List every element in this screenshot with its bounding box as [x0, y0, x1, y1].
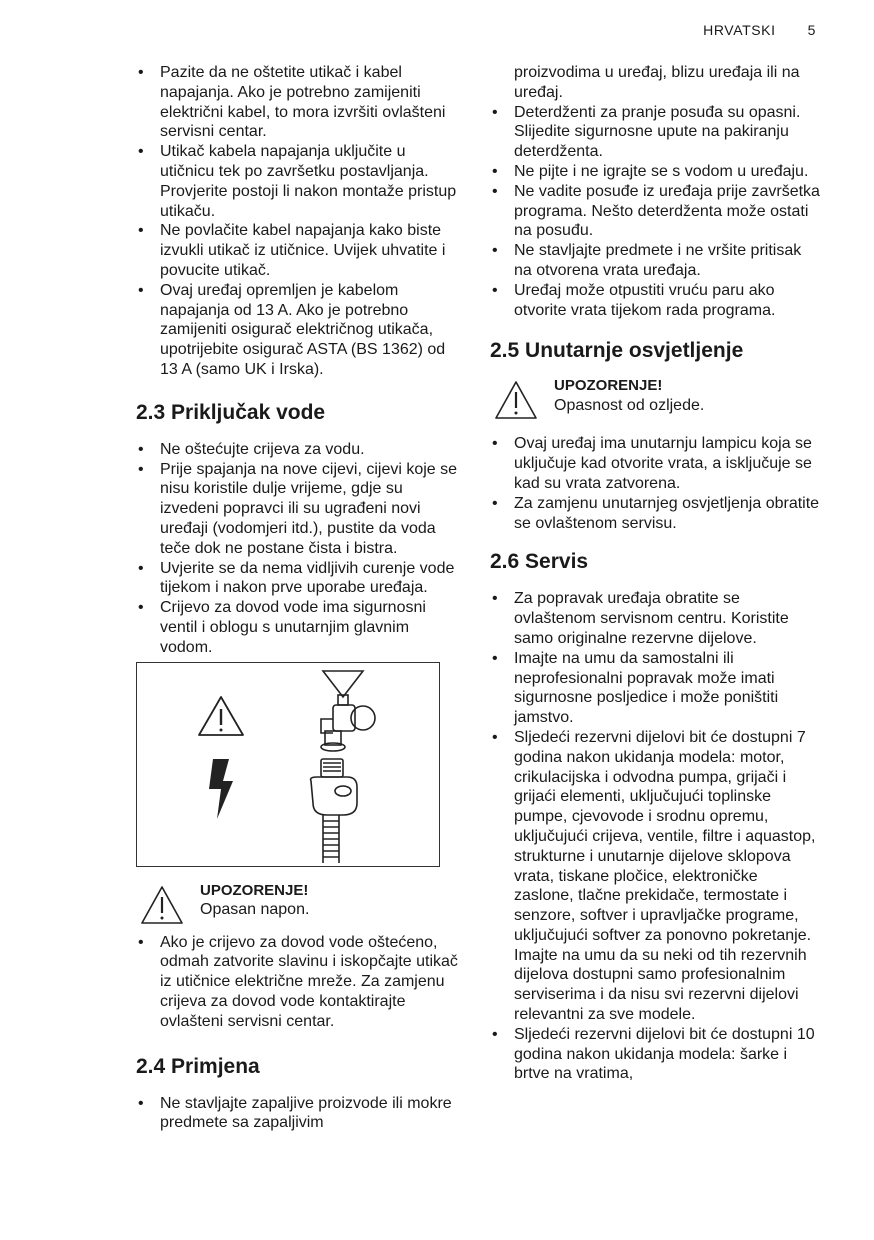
list-item: • Prije spajanja na nove cijevi, cijevi koje se nisu koristile dulje vrijeme, gdje su izvedeni popravci ili su ugrađeni novi uređaji (vodomjeri itd.), pustite da voda teče dok ne postane čista i bistra.: [136, 460, 458, 559]
list-item: • Ako je crijevo za dovod vode oštećeno, odmah zatvorite slavinu i iskopčajte utikač iz utičnice električne mreže. Za zamjenu crijeva za dovod vode kontaktirajte ovlašteni servisni centar.: [136, 933, 458, 1032]
list-item: • Za zamjenu unutarnjeg osvjetljenja obratite se ovlaštenom servisu.: [490, 494, 820, 534]
warning-title: UPOZORENJE!: [554, 377, 663, 395]
list-item: • Uređaj može otpustiti vruću paru ako otvorite vrata tijekom rada programa.: [490, 281, 820, 321]
section-title-2-4: 2.4 Primjena: [136, 1054, 260, 1078]
warning-icon: [494, 380, 538, 420]
list-item: • Ne pijte i ne igrajte se s vodom u uređaju.: [490, 162, 820, 182]
service-list: [490, 589, 820, 1084]
list-item: • Pazite da ne oštetite utikač i kabel napajanja. Ako je potrebno zamijeniti električni kabel, to mora izvršiti ovlašteni servisni centar.: [136, 63, 458, 142]
list-item: • Ne stavljajte zapaljive proizvode ili mokre predmete sa zapaljivim: [136, 1094, 458, 1134]
list-item: • Imajte na umu da samostalni ili neprofesionalni popravak može imati sigurnosne posljedice i može poništiti jamstvo.: [490, 649, 820, 728]
header-language: HRVATSKI: [703, 22, 776, 38]
list-item: • Ne vadite posuđe iz uređaja prije završetka programa. Nešto deterdženta može ostati na posuđu.: [490, 182, 820, 241]
hose-safety-diagram: [137, 663, 439, 866]
list-item: • Za popravak uređaja obratite se ovlaštenom servisnom centru. Koristite samo originalne rezervne dijelove.: [490, 589, 820, 648]
list-item: • Sljedeći rezervni dijelovi bit će dostupni 10 godina nakon ukidanja modela: šarke i brtve na vratima,: [490, 1025, 820, 1084]
voltage-warning: [136, 881, 458, 925]
lightning-bolt-icon: [209, 759, 233, 819]
list-item: • Ovaj uređaj ima unutarnju lampicu koja se uključuje kad otvorite vrata, a isključuje se kad su vrata zatvorena.: [490, 434, 820, 493]
warning-text: Opasnost od ozljede.: [554, 397, 705, 415]
hose-illustration: [136, 662, 440, 867]
warning-triangle-icon: [199, 697, 243, 735]
lighting-list: [490, 434, 820, 533]
usage-list: [136, 1094, 458, 1134]
water-tap-icon: [321, 671, 375, 751]
list-item: • Uvjerite se da nema vidljivih curenje vode tijekom i nakon prve uporabe uređaja.: [136, 559, 458, 599]
list-item: • Ovaj uređaj opremljen je kabelom napajanja od 13 A. Ako je potrebno zamijeniti osigurač električnog utikača, upotrijebite osigurač ASTA (BS 1362) od 13 A (samo UK i Irska).: [136, 281, 458, 380]
left-column: [136, 63, 458, 1133]
usage-list-continued: [490, 63, 820, 320]
list-item: • Ne stavljajte predmete i ne vršite pritisak na otvorena vrata uređaja.: [490, 241, 820, 281]
warning-title: UPOZORENJE!: [200, 881, 309, 899]
list-item: • Ne povlačite kabel napajanja kako biste izvukli utikač iz utičnice. Uvijek uhvatite i povucite utikač.: [136, 221, 458, 280]
water-connection-list: [136, 440, 458, 658]
warning-icon: [140, 885, 184, 925]
list-item: • Utikač kabela napajanja uključite u utičnicu tek po završetku postavljanja. Provjerite postoji li nakon montaže pristup utikaču.: [136, 142, 458, 221]
injury-warning: [490, 376, 820, 420]
list-item: • Ne oštećujte crijeva za vodu.: [136, 440, 458, 460]
list-item-continued: proizvodima u uređaj, blizu uređaja ili na uređaj.: [514, 64, 800, 101]
page-header: [703, 22, 816, 38]
list-item: • Sljedeći rezervni dijelovi bit će dostupni 7 godina nakon ukidanja modela: motor, crikulacijska i odvodna pumpa, grijači i grijaći elementi, uključujući toplinske pumpe, cjevovode i srodnu opremu, uključujući crijeva, ventile, filtre i aquastop, strukturne i unutarnje dijelove sklopova vrata, tiskane pločice, elektroničke zaslone, tlačne prekidače, termostate i senzore, softver i upravljačke programe, uključujući softver za ponovno pokretanje. Imajte na umu da su neki od tih rezervnih dijelova dostupni samo profesionalnim serviserima i da nisu svi rezervni dijelovi relevantni za sve modele.: [490, 728, 820, 1025]
page-number: 5: [807, 22, 816, 38]
section-title-2-6: 2.6 Servis: [490, 550, 589, 574]
list-item: • Crijevo za dovod vode ima sigurnosni ventil i oblogu s unutarnjim glavnim vodom.: [136, 598, 458, 657]
warning-text: Opasan napon.: [200, 901, 310, 919]
safety-hose-icon: [311, 759, 357, 863]
right-column: [490, 63, 820, 1084]
power-cable-list: [136, 63, 458, 380]
section-title-2-3: 2.3 Priključak vode: [136, 400, 326, 424]
hose-damage-list: [136, 933, 458, 1032]
section-title-2-5: 2.5 Unutarnje osvjetljenje: [490, 339, 744, 363]
list-item: • Deterdženti za pranje posuđa su opasni. Slijedite sigurnosne upute na pakiranju deterdženta.: [490, 103, 820, 162]
